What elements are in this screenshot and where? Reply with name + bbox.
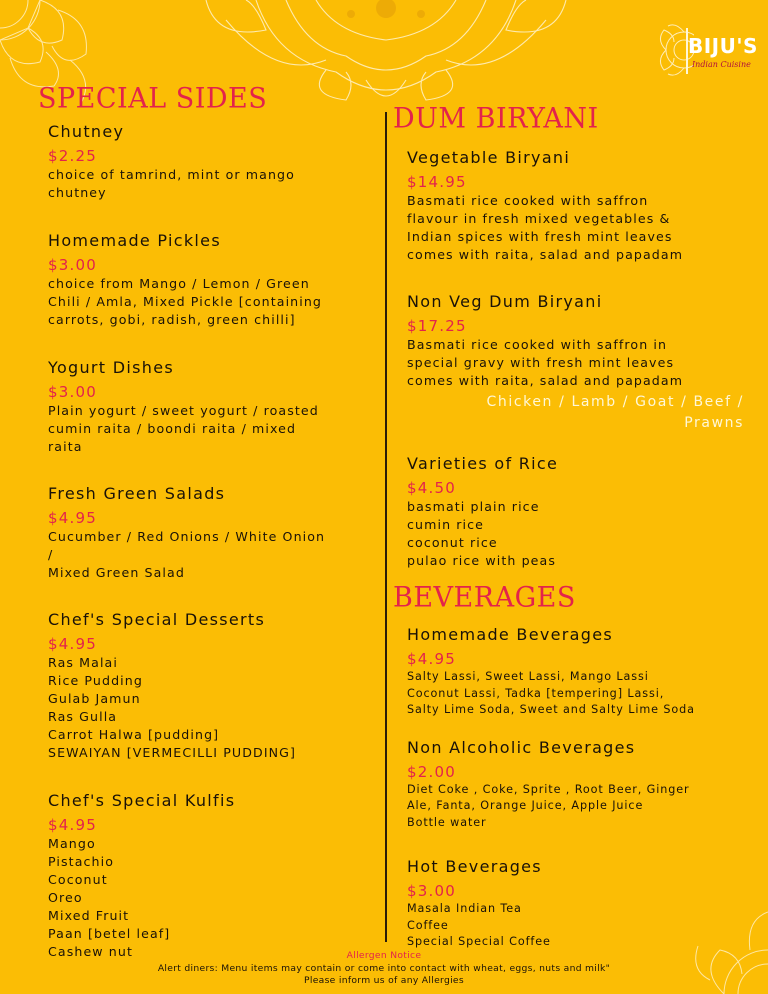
description-line: / bbox=[48, 547, 54, 562]
description-line: Gulab Jamun bbox=[48, 691, 141, 706]
menu-item-homemade-pickles bbox=[48, 231, 368, 329]
item-price: $2.00 bbox=[407, 762, 456, 781]
description-line: Carrot Halwa [pudding] bbox=[48, 727, 220, 742]
description-line: Coconut Lassi, Tadka [tempering] Lassi, bbox=[407, 686, 665, 700]
item-price: $14.95 bbox=[407, 173, 467, 191]
menu-item-non-alcoholic-beverages bbox=[407, 738, 752, 832]
description-line: carrots, gobi, radish, green chilli] bbox=[48, 312, 296, 327]
description-line: Cashew nut bbox=[48, 944, 134, 959]
description-line: Masala Indian Tea bbox=[407, 902, 522, 915]
item-name: Fresh Green Salads bbox=[48, 484, 226, 503]
item-price: $4.95 bbox=[48, 509, 97, 527]
menu-item-hot-beverages bbox=[407, 857, 752, 951]
item-description bbox=[407, 901, 752, 951]
item-name: Varieties of Rice bbox=[407, 454, 559, 473]
item-name: Homemade Pickles bbox=[48, 231, 221, 250]
menu-item-chutney bbox=[48, 122, 368, 202]
description-line: choice from Mango / Lemon / Green bbox=[48, 276, 310, 291]
allergen-notice-title: Allergen Notice bbox=[346, 950, 422, 961]
item-description bbox=[407, 498, 752, 570]
allergen-notice-request: Please inform us of any Allergies bbox=[304, 975, 464, 986]
description-line: pulao rice with peas bbox=[407, 553, 556, 568]
item-name: Non Alcoholic Beverages bbox=[407, 737, 636, 757]
item-price: $3.00 bbox=[48, 256, 97, 274]
item-name: Hot Beverages bbox=[407, 857, 542, 876]
menu-item-fresh-green-salads bbox=[48, 484, 368, 582]
item-description bbox=[48, 654, 368, 762]
description-line: Basmati rice cooked with saffron in bbox=[407, 337, 668, 352]
item-name: Homemade Beverages bbox=[407, 625, 613, 644]
description-line: Ale, Fanta, Orange Juice, Apple Juice bbox=[407, 799, 644, 812]
description-line: SEWAIYAN [VERMECILLI PUDDING] bbox=[48, 745, 297, 760]
item-description bbox=[407, 782, 752, 832]
description-line: Paan [betel leaf] bbox=[48, 926, 171, 941]
item-description bbox=[407, 192, 752, 264]
allergen-footer bbox=[0, 950, 768, 988]
item-description bbox=[48, 166, 368, 202]
item-description bbox=[48, 528, 368, 582]
menu-item-non-veg-dum-biryani bbox=[407, 292, 752, 434]
description-line: choice of tamrind, mint or mango bbox=[48, 167, 295, 182]
brand-name: BIJU'S bbox=[688, 34, 758, 58]
menu-item-varieties-of-rice bbox=[407, 454, 752, 570]
menu-item-chefs-special-desserts bbox=[48, 610, 368, 762]
description-line: Special Special Coffee bbox=[407, 935, 551, 948]
description-line: Mango bbox=[48, 836, 96, 851]
section-title-special-sides: SPECIAL SIDES bbox=[38, 82, 268, 115]
item-price: $4.95 bbox=[48, 816, 97, 834]
description-line: comes with raita, salad and papadam bbox=[407, 373, 684, 388]
description-line: Cucumber / Red Onions / White Onion bbox=[48, 529, 326, 544]
item-description bbox=[48, 835, 368, 961]
item-description bbox=[407, 336, 752, 390]
biryani-beverages-column bbox=[393, 102, 752, 951]
item-price: $4.95 bbox=[407, 650, 456, 668]
menu-item-vegetable-biryani bbox=[407, 148, 752, 264]
item-price: $3.00 bbox=[407, 882, 456, 900]
item-description bbox=[48, 275, 368, 329]
menu-item-homemade-beverages bbox=[407, 625, 752, 719]
brand-logo bbox=[654, 20, 760, 80]
description-line: coconut rice bbox=[407, 535, 498, 550]
options-line: Chicken / Lamb / Goat / Beef / bbox=[486, 394, 744, 410]
description-line: Salty Lime Soda, Sweet and Salty Lime Soda bbox=[407, 703, 695, 716]
description-line: Ras Malai bbox=[48, 655, 118, 670]
description-line: Plain yogurt / sweet yogurt / roasted bbox=[48, 403, 319, 418]
description-line: Mixed Green Salad bbox=[48, 565, 185, 580]
description-line: Rice Pudding bbox=[48, 673, 143, 688]
item-name: Chef's Special Desserts bbox=[48, 610, 266, 629]
description-line: Indian spices with fresh mint leaves bbox=[407, 229, 673, 244]
item-price: $2.25 bbox=[48, 147, 97, 165]
item-name: Chutney bbox=[48, 122, 125, 141]
item-name: Yogurt Dishes bbox=[48, 358, 174, 377]
description-line: flavour in fresh mixed vegetables & bbox=[407, 211, 671, 226]
description-line: Oreo bbox=[48, 890, 83, 905]
description-line: basmati plain rice bbox=[407, 499, 540, 514]
description-line: Diet Coke , Coke, Sprite , Root Beer, Ginger bbox=[407, 782, 690, 796]
special-sides-column bbox=[38, 82, 368, 961]
allergen-notice-text: Alert diners: Menu items may contain or come into contact with wheat, eggs, nuts and milk" bbox=[157, 962, 611, 974]
description-line: Pistachio bbox=[48, 854, 115, 869]
brand-tagline: Indian Cuisine bbox=[692, 60, 751, 69]
section-title-beverages: BEVERAGES bbox=[393, 581, 576, 614]
description-line: Basmati rice cooked with saffron bbox=[407, 193, 649, 208]
description-line: cumin raita / boondi raita / mixed bbox=[48, 421, 297, 436]
menu-item-chefs-special-kulfis bbox=[48, 791, 368, 961]
protein-options bbox=[407, 392, 744, 434]
description-line: Salty Lassi, Sweet Lassi, Mango Lassi bbox=[407, 670, 649, 683]
section-title-dum-biryani: DUM BIRYANI bbox=[393, 102, 599, 135]
description-line: raita bbox=[48, 439, 83, 454]
description-line: Coffee bbox=[407, 918, 449, 932]
item-price: $3.00 bbox=[48, 383, 97, 401]
menu-item-yogurt-dishes bbox=[48, 358, 368, 456]
description-line: Mixed Fruit bbox=[48, 908, 130, 923]
description-line: cumin rice bbox=[407, 517, 485, 532]
options-line: Prawns bbox=[684, 415, 744, 431]
description-line: special gravy with fresh mint leaves bbox=[407, 355, 675, 370]
description-line: Coconut bbox=[48, 872, 108, 887]
description-line: Chili / Amla, Mixed Pickle [containing bbox=[48, 294, 323, 309]
description-line: Ras Gulla bbox=[48, 709, 118, 724]
item-price: $4.95 bbox=[48, 635, 97, 653]
item-description bbox=[407, 669, 752, 719]
column-divider bbox=[385, 112, 387, 942]
item-price: $17.25 bbox=[407, 317, 467, 335]
description-line: comes with raita, salad and papadam bbox=[407, 247, 684, 262]
item-price: $4.50 bbox=[407, 479, 456, 497]
item-name: Vegetable Biryani bbox=[407, 148, 571, 167]
item-name: Non Veg Dum Biryani bbox=[407, 292, 603, 311]
description-line: Bottle water bbox=[407, 815, 487, 829]
item-name: Chef's Special Kulfis bbox=[48, 791, 236, 810]
item-description bbox=[48, 402, 368, 456]
description-line: chutney bbox=[48, 185, 107, 200]
